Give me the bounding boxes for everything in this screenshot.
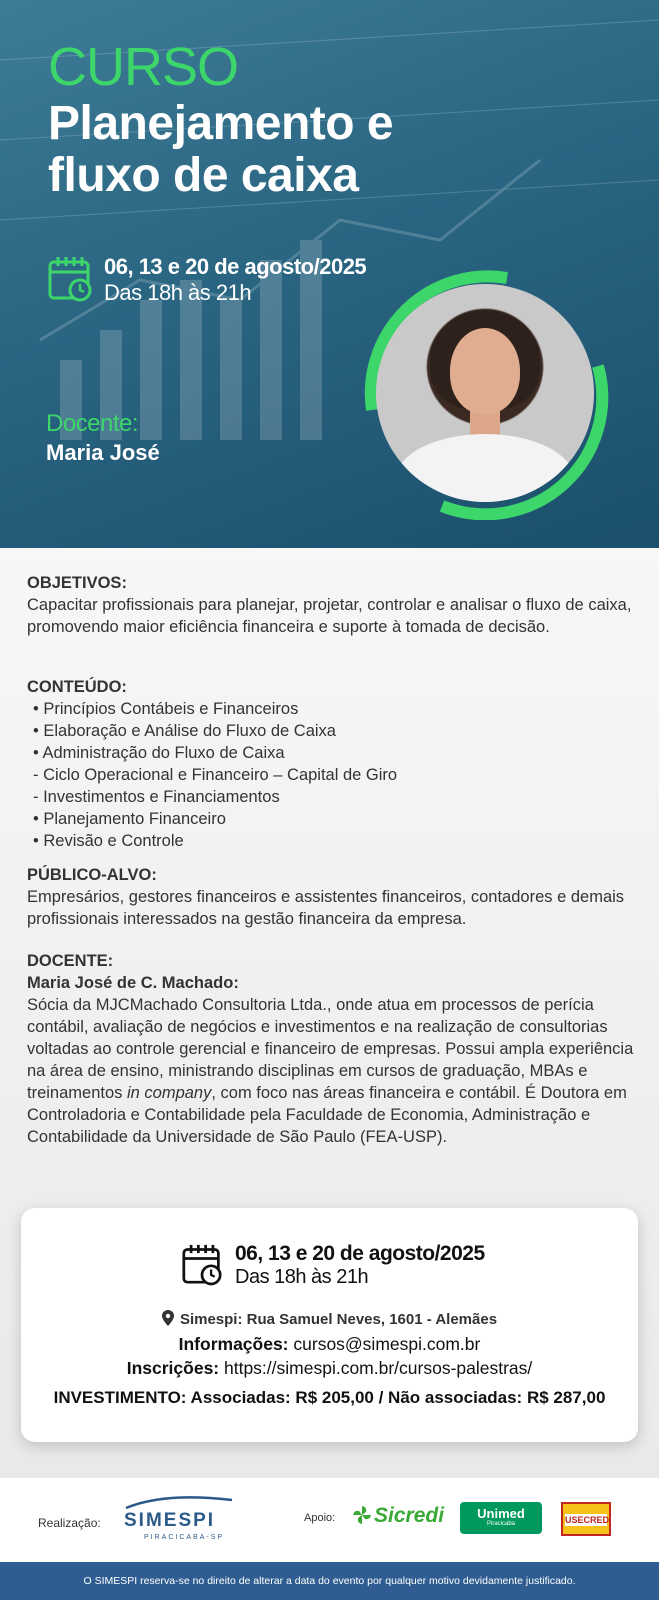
course-title: Planejamento e fluxo de caixa	[48, 97, 394, 202]
card-date: 06, 13 e 20 de agosto/2025	[235, 1242, 485, 1265]
docente-photo	[376, 284, 594, 502]
event-location	[21, 1310, 638, 1328]
info-label: Informações:	[178, 1334, 289, 1354]
sicredi-pinwheel-icon	[352, 1505, 372, 1525]
info-line	[21, 1334, 638, 1355]
docente-bio-italic: in company	[126, 1084, 212, 1102]
publico-section	[27, 864, 637, 930]
sponsors-footer	[0, 1478, 659, 1562]
usecred-logo-text: USECRED	[565, 1515, 610, 1525]
simespi-logo-text: SIMESPI	[124, 1510, 216, 1531]
publico-heading: PÚBLICO-ALVO:	[27, 866, 157, 884]
conteudo-list	[27, 698, 637, 852]
inscricoes-url-link[interactable]: https://simespi.com.br/cursos-palestras/	[219, 1358, 533, 1378]
docente-label: Docente:	[46, 410, 139, 437]
location-pin-icon	[162, 1310, 174, 1326]
hero-time: Das 18h às 21h	[104, 280, 252, 305]
list-item: • Elaboração e Análise do Fluxo de Caixa	[33, 722, 336, 740]
calendar-clock-icon	[182, 1242, 222, 1286]
info-email-link[interactable]: cursos@simespi.com.br	[288, 1334, 481, 1354]
docente-full-name: Maria José de C. Machado:	[27, 974, 239, 992]
apoio-label: Apoio:	[304, 1512, 336, 1524]
docente-heading: DOCENTE:	[27, 952, 114, 970]
usecred-logo	[561, 1502, 611, 1536]
list-item: - Ciclo Operacional e Financeiro – Capital de Giro	[33, 766, 398, 784]
sicredi-logo	[352, 1504, 444, 1528]
list-item: - Investimentos e Financiamentos	[33, 788, 280, 806]
investimento-line: INVESTIMENTO: Associadas: R$ 205,00 / Não associadas: R$ 287,00	[53, 1388, 606, 1407]
inscricoes-label: Inscrições:	[126, 1358, 220, 1378]
list-item: • Planejamento Financeiro	[33, 810, 226, 828]
objetivos-text: Capacitar profissionais para planejar, projetar, controlar e analisar o fluxo de caixa, promovendo maior eficiência financeira e suporte à tomada de decisão.	[27, 596, 632, 636]
unimed-logo	[460, 1502, 542, 1534]
objetivos-section	[27, 572, 637, 638]
realizacao-label: Realização:	[38, 1516, 101, 1530]
sicredi-logo-text: Sicredi	[374, 1504, 445, 1527]
docente-section	[27, 950, 637, 1148]
course-kicker: CURSO	[48, 37, 239, 97]
docente-bio-part: Sócia da MJCMachado Consultoria Ltda., onde atua em processos de perícia contábil, avaliação de negócios e investimentos e na realização de consultorias voltadas ao controle gerencial e financeiro de empresas. Possui ampla experiência na área de ensino, ministrando disciplinas em cursos de graduação, MBAs e treinamentos	[27, 996, 634, 1102]
list-item: • Princípios Contábeis e Financeiros	[33, 700, 299, 718]
docente-bio-part: , com foco nas áreas financeira e contábil. É Doutora em Controladoria e Contabilidade pela Faculdade de Economia, Administração e Contabilidade da Universidade de São Paulo (FEA-USP).	[27, 1084, 627, 1146]
publico-text: Empresários, gestores financeiros e assistentes financeiros, contadores e demais profissionais interessados na gestão financeira da empresa.	[27, 888, 625, 928]
unimed-logo-text: Unimed	[477, 1506, 525, 1521]
simespi-logo	[120, 1494, 232, 1546]
unimed-logo-sub: Piracicaba	[486, 1521, 515, 1527]
event-info-card	[21, 1208, 638, 1442]
conteudo-section	[27, 676, 637, 852]
location-text: Simespi: Rua Samuel Neves, 1601 - Alemães	[179, 1311, 498, 1328]
conteudo-heading: CONTEÚDO:	[27, 678, 127, 696]
disclaimer-bar: O SIMESPI reserva-se no direito de alterar a data do evento por qualquer motivo devidamente justificado.	[0, 1562, 659, 1600]
inscricoes-line	[21, 1358, 638, 1379]
hero-banner	[0, 0, 659, 548]
objetivos-heading: OBJETIVOS:	[27, 574, 127, 592]
calendar-clock-icon	[48, 254, 92, 302]
simespi-swoosh-icon	[124, 1494, 234, 1510]
list-item: • Revisão e Controle	[33, 832, 184, 850]
hero-date: 06, 13 e 20 de agosto/2025	[104, 254, 367, 279]
simespi-logo-sub: PIRACICABA-SP	[144, 1534, 225, 1541]
card-time: Das 18h às 21h	[235, 1266, 369, 1288]
list-item: • Administração do Fluxo de Caixa	[33, 744, 285, 762]
docente-name: Maria José	[46, 440, 160, 465]
docente-bio	[27, 994, 637, 1148]
